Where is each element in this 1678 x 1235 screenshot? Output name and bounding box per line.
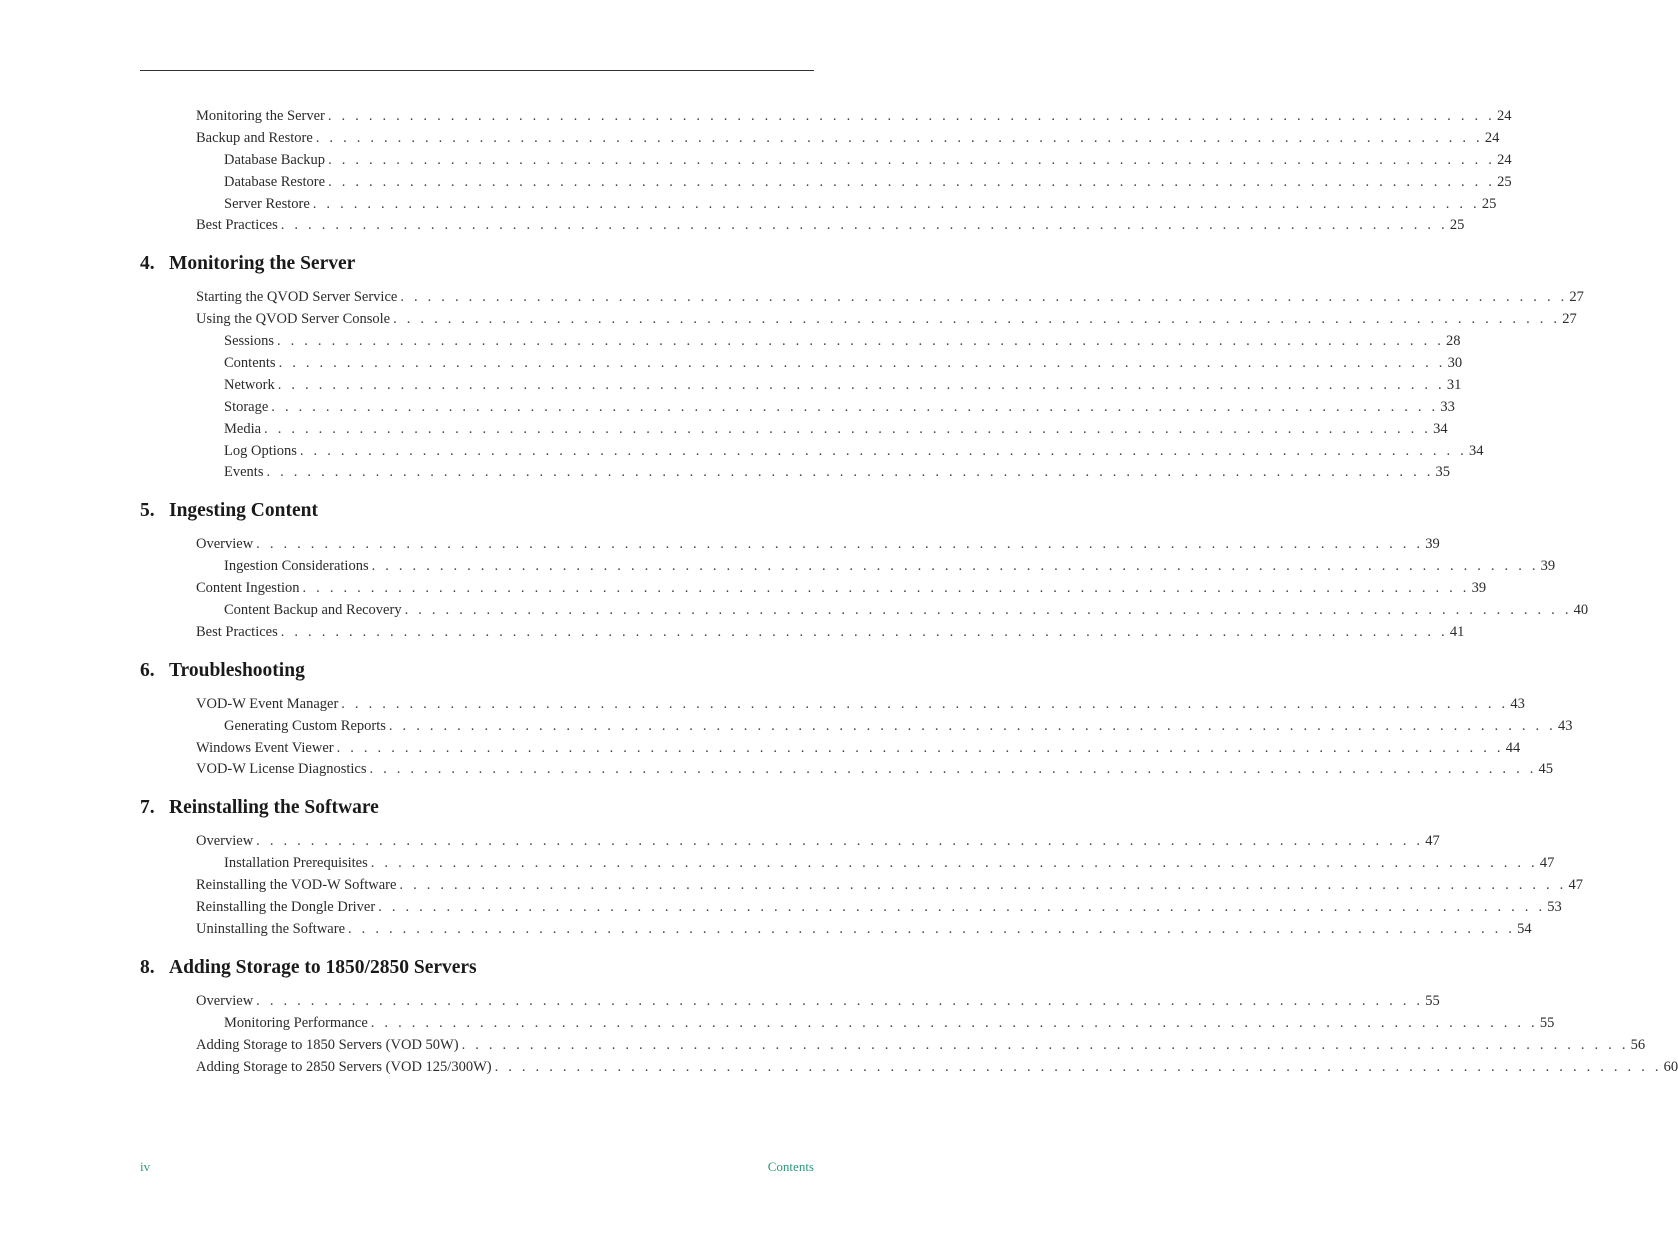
chapter-title: Monitoring the Server <box>169 253 356 275</box>
toc-leader-dots: . . . . . . . . . . . . . . . . . . . . . . . . . . . . . . . . . . . . . . . . . . . . . . . . . . . . . . . . . . . . . . . . . . . . . . . . . . . . . . . . . . . . . . <box>371 558 1539 575</box>
table-of-contents <box>140 106 1678 1078</box>
toc-leader-dots: . . . . . . . . . . . . . . . . . . . . . . . . . . . . . . . . . . . . . . . . . . . . . . . . . . . . . . . . . . . . . . . . . . . . . . . . . . . . . . . . . . . . . . <box>404 602 1572 619</box>
toc-entry-title: VOD-W Event Manager <box>196 695 339 712</box>
toc-leader-dots: . . . . . . . . . . . . . . . . . . . . . . . . . . . . . . . . . . . . . . . . . . . . . . . . . . . . . . . . . . . . . . . . . . . . . . . . . . . . . . . . . . . . . . <box>264 420 1432 437</box>
toc-leader-dots: . . . . . . . . . . . . . . . . . . . . . . . . . . . . . . . . . . . . . . . . . . . . . . . . . . . . . . . . . . . . . . . . . . . . . . . . . . . . . . . . . . . . . . <box>378 899 1546 916</box>
chapter-number: 4. <box>140 253 155 275</box>
toc-page-number: 24 <box>1497 151 1512 168</box>
toc-entry[interactable] <box>140 375 1462 397</box>
toc-leader-dots: . . . . . . . . . . . . . . . . . . . . . . . . . . . . . . . . . . . . . . . . . . . . . . . . . . . . . . . . . . . . . . . . . . . . . . . . . . . . . . . . . . . . . . <box>256 833 1424 850</box>
page-footer <box>140 1159 814 1175</box>
footer-section-label: Contents <box>767 1159 814 1174</box>
toc-page-number: 40 <box>1573 602 1589 619</box>
chapter-heading[interactable] <box>140 654 814 688</box>
toc-entry[interactable] <box>140 309 1577 331</box>
chapter-heading[interactable] <box>140 247 814 281</box>
toc-leader-dots: . . . . . . . . . . . . . . . . . . . . . . . . . . . . . . . . . . . . . . . . . . . . . . . . . . . . . . . . . . . . . . . . . . . . . . . . . . . . . . . . . . . . . . <box>341 695 1509 712</box>
chapter-title: Ingesting Content <box>169 500 318 522</box>
toc-leader-dots: . . . . . . . . . . . . . . . . . . . . . . . . . . . . . . . . . . . . . . . . . . . . . . . . . . . . . . . . . . . . . . . . . . . . . . . . . . . . . . . . . . . . . . <box>278 355 1446 372</box>
toc-chapter-section <box>140 791 1583 940</box>
toc-entry[interactable] <box>140 556 1556 578</box>
toc-leader-dots: . . . . . . . . . . . . . . . . . . . . . . . . . . . . . . . . . . . . . . . . . . . . . . . . . . . . . . . . . . . . . . . . . . . . . . . . . . . . . . . . . . . . . . <box>393 311 1561 328</box>
toc-entry[interactable] <box>140 694 1525 716</box>
chapter-number: 7. <box>140 797 155 819</box>
toc-chapter-section <box>140 654 1573 782</box>
toc-page-number: 25 <box>1449 217 1465 234</box>
toc-entry[interactable] <box>140 106 1512 128</box>
toc-entry[interactable] <box>140 287 1584 309</box>
toc-entry[interactable] <box>140 397 1455 419</box>
toc-entry[interactable] <box>140 875 1583 897</box>
chapter-heading[interactable] <box>140 951 814 985</box>
toc-page-number: 24 <box>1496 108 1512 124</box>
toc-leader-dots: . . . . . . . . . . . . . . . . . . . . . . . . . . . . . . . . . . . . . . . . . . . . . . . . . . . . . . . . . . . . . . . . . . . . . . . . . . . . . . . . . . . . . . <box>328 151 1496 168</box>
toc-entry[interactable] <box>140 1035 1646 1057</box>
toc-leader-dots: . . . . . . . . . . . . . . . . . . . . . . . . . . . . . . . . . . . . . . . . . . . . . . . . . . . . . . . . . . . . . . . . . . . . . . . . . . . . . . . . . . . . . . <box>276 333 1445 350</box>
toc-leader-dots: . . . . . . . . . . . . . . . . . . . . . . . . . . . . . . . . . . . . . . . . . . . . . . . . . . . . . . . . . . . . . . . . . . . . . . . . . . . . . . . . . . . . . . <box>256 536 1424 553</box>
toc-page-number: 47 <box>1568 877 1583 894</box>
toc-prelude <box>140 106 1512 237</box>
toc-page-number: 47 <box>1539 855 1555 872</box>
toc-page-number: 56 <box>1630 1036 1646 1053</box>
toc-entry-title: Installation Prerequisites <box>224 855 368 872</box>
toc-entry-title: Uninstalling the Software <box>196 920 346 937</box>
toc-page-number: 43 <box>1557 717 1573 734</box>
toc-entry[interactable] <box>140 831 1440 853</box>
toc-entry-title: Content Ingestion <box>196 580 300 597</box>
toc-entry[interactable] <box>140 716 1573 738</box>
toc-entry-title: Ingestion Considerations <box>224 558 369 575</box>
toc-page-number: 30 <box>1447 355 1463 372</box>
toc-leader-dots: . . . . . . . . . . . . . . . . . . . . . . . . . . . . . . . . . . . . . . . . . . . . . . . . . . . . . . . . . . . . . . . . . . . . . . . . . . . . . . . . . . . . . . <box>299 442 1467 459</box>
toc-entry-title: Using the QVOD Server Console <box>196 311 391 328</box>
toc-entry[interactable] <box>140 578 1487 600</box>
toc-entry[interactable] <box>140 991 1440 1013</box>
toc-entry[interactable] <box>140 738 1521 760</box>
toc-entry-title: Adding Storage to 1850 Servers (VOD 50W) <box>196 1036 459 1053</box>
toc-page-number: 44 <box>1505 739 1521 756</box>
toc-entry[interactable] <box>140 441 1484 463</box>
toc-page-number: 33 <box>1440 398 1455 415</box>
toc-entry-title: Reinstalling the Dongle Driver <box>196 899 376 916</box>
toc-entry-title: Contents <box>224 355 276 372</box>
toc-leader-dots: . . . . . . . . . . . . . . . . . . . . . . . . . . . . . . . . . . . . . . . . . . . . . . . . . . . . . . . . . . . . . . . . . . . . . . . . . . . . . . . . . . . . . . <box>266 464 1434 481</box>
toc-page-number: 45 <box>1538 761 1554 778</box>
toc-leader-dots: . . . . . . . . . . . . . . . . . . . . . . . . . . . . . . . . . . . . . . . . . . . . . . . . . . . . . . . . . . . . . . . . . . . . . . . . . . . . . . . . . . . . . . <box>315 129 1483 146</box>
toc-entry[interactable] <box>140 194 1497 216</box>
toc-entry-title: Starting the QVOD Server Service <box>196 289 398 306</box>
toc-entry[interactable] <box>140 353 1463 375</box>
toc-leader-dots: . . . . . . . . . . . . . . . . . . . . . . . . . . . . . . . . . . . . . . . . . . . . . . . . . . . . . . . . . . . . . . . . . . . . . . . . . . . . . . . . . . . . . . <box>312 195 1480 212</box>
toc-entry-title: Log Options <box>224 442 297 459</box>
toc-page-number: 39 <box>1425 536 1440 553</box>
toc-entry-title: Overview <box>196 992 254 1009</box>
toc-entry[interactable] <box>140 1013 1555 1035</box>
chapter-number: 6. <box>140 659 155 681</box>
toc-page-number: 60 <box>1663 1058 1678 1075</box>
toc-leader-dots: . . . . . . . . . . . . . . . . . . . . . . . . . . . . . . . . . . . . . . . . . . . . . . . . . . . . . . . . . . . . . . . . . . . . . . . . . . . . . . . . . . . . . . <box>271 398 1439 415</box>
toc-page-number: 41 <box>1449 623 1465 640</box>
chapter-title: Troubleshooting <box>169 659 305 681</box>
toc-page-number: 25 <box>1497 173 1512 190</box>
toc-entry[interactable] <box>140 419 1448 441</box>
toc-page-number: 34 <box>1433 420 1448 437</box>
toc-leader-dots: . . . . . . . . . . . . . . . . . . . . . . . . . . . . . . . . . . . . . . . . . . . . . . . . . . . . . . . . . . . . . . . . . . . . . . . . . . . . . . . . . . . . . . <box>348 920 1516 937</box>
toc-page-number: 43 <box>1510 695 1525 712</box>
toc-entry[interactable] <box>140 215 1465 237</box>
toc-entry-title: Adding Storage to 2850 Servers (VOD 125/300W) <box>196 1058 492 1075</box>
chapter-title: Adding Storage to 1850/2850 Servers <box>169 956 477 978</box>
toc-page-number: 27 <box>1562 311 1577 328</box>
toc-leader-dots: . . . . . . . . . . . . . . . . . . . . . . . . . . . . . . . . . . . . . . . . . . . . . . . . . . . . . . . . . . . . . . . . . . . . . . . . . . . . . . . . . . . . . . <box>280 623 1448 640</box>
toc-entry-title: Monitoring Performance <box>224 1014 368 1031</box>
toc-page-number: 55 <box>1539 1014 1555 1031</box>
toc-entry[interactable] <box>140 462 1451 484</box>
toc-entry-title: Generating Custom Reports <box>224 717 386 734</box>
toc-leader-dots: . . . . . . . . . . . . . . . . . . . . . . . . . . . . . . . . . . . . . . . . . . . . . . . . . . . . . . . . . . . . . . . . . . . . . . . . . . . . . . . . . . . . . . <box>277 376 1445 393</box>
toc-page-number: 54 <box>1517 920 1532 937</box>
toc-leader-dots: . . . . . . . . . . . . . . . . . . . . . . . . . . . . . . . . . . . . . . . . . . . . . . . . . . . . . . . . . . . . . . . . . . . . . . . . . . . . . . . . . . . . . . <box>328 173 1496 190</box>
toc-page-number: 24 <box>1484 129 1500 146</box>
chapter-heading[interactable] <box>140 791 814 825</box>
toc-leader-dots: . . . . . . . . . . . . . . . . . . . . . . . . . . . . . . . . . . . . . . . . . . . . . . . . . . . . . . . . . . . . . . . . . . . . . . . . . . . . . . . . . . . . . . <box>370 855 1538 872</box>
toc-entry[interactable] <box>140 534 1440 556</box>
toc-entry-title: Content Backup and Recovery <box>224 602 402 619</box>
toc-page-number: 39 <box>1540 558 1556 575</box>
chapter-number: 5. <box>140 500 155 522</box>
toc-page-number: 47 <box>1425 833 1440 850</box>
toc-entry-title: Reinstalling the VOD-W Software <box>196 877 397 894</box>
toc-leader-dots: . . . . . . . . . . . . . . . . . . . . . . . . . . . . . . . . . . . . . . . . . . . . . . . . . . . . . . . . . . . . . . . . . . . . . . . . . . . . . . . . . . . . . . <box>388 717 1556 734</box>
toc-entry-title: Best Practices <box>196 217 278 234</box>
toc-entry-title: Media <box>224 420 262 437</box>
toc-page-number: 35 <box>1435 464 1451 481</box>
toc-entry[interactable] <box>140 759 1554 781</box>
toc-leader-dots: . . . . . . . . . . . . . . . . . . . . . . . . . . . . . . . . . . . . . . . . . . . . . . . . . . . . . . . . . . . . . . . . . . . . . . . . . . . . . . . . . . . . . . <box>302 580 1470 597</box>
toc-entry-title: Database Backup <box>224 151 326 168</box>
toc-entry-title: Best Practices <box>196 623 278 640</box>
footer-page-number: iv <box>140 1159 151 1174</box>
toc-entry[interactable] <box>140 622 1465 644</box>
toc-page-number: 27 <box>1569 289 1584 306</box>
toc-entry-title: Overview <box>196 833 254 850</box>
chapter-number: 8. <box>140 956 155 978</box>
toc-leader-dots: . . . . . . . . . . . . . . . . . . . . . . . . . . . . . . . . . . . . . . . . . . . . . . . . . . . . . . . . . . . . . . . . . . . . . . . . . . . . . . . . . . . . . . <box>400 289 1568 306</box>
toc-chapter-section <box>140 494 1589 643</box>
toc-entry-title: Events <box>224 464 264 481</box>
toc-entry[interactable] <box>140 172 1512 194</box>
toc-entry-title: Database Restore <box>224 173 326 190</box>
toc-entry[interactable] <box>140 150 1512 172</box>
toc-page-number: 25 <box>1481 195 1497 212</box>
toc-entry[interactable] <box>140 853 1555 875</box>
toc-chapter-section <box>140 951 1678 1079</box>
toc-entry[interactable] <box>140 600 1589 622</box>
toc-leader-dots: . . . . . . . . . . . . . . . . . . . . . . . . . . . . . . . . . . . . . . . . . . . . . . . . . . . . . . . . . . . . . . . . . . . . . . . . . . . . . . . . . . . . . . <box>256 992 1424 1009</box>
toc-entry-title: Backup and Restore <box>196 129 313 146</box>
toc-entry[interactable] <box>140 897 1562 919</box>
toc-entry-title: Network <box>224 376 275 393</box>
toc-page-number: 31 <box>1446 376 1462 393</box>
toc-entry[interactable] <box>140 331 1461 353</box>
toc-leader-dots: . . . . . . . . . . . . . . . . . . . . . . . . . . . . . . . . . . . . . . . . . . . . . . . . . . . . . . . . . . . . . . . . . . . . . . . . . . . . . . . . . . . . . . <box>336 739 1504 756</box>
toc-entry-title: Windows Event Viewer <box>196 739 334 756</box>
toc-leader-dots: . . . . . . . . . . . . . . . . . . . . . . . . . . . . . . . . . . . . . . . . . . . . . . . . . . . . . . . . . . . . . . . . . . . . . . . . . . . . . . . . . . . . . . <box>494 1058 1662 1075</box>
toc-entry[interactable] <box>140 1057 1678 1079</box>
header-rule <box>140 70 814 71</box>
toc-page-number: 55 <box>1425 992 1440 1009</box>
toc-entry[interactable] <box>140 128 1500 150</box>
toc-entry-title: Monitoring the Server <box>196 108 325 124</box>
toc-entry-title: Sessions <box>224 333 274 350</box>
toc-entry-title: Overview <box>196 536 254 553</box>
toc-entry-title: VOD-W License Diagnostics <box>196 761 367 778</box>
toc-leader-dots: . . . . . . . . . . . . . . . . . . . . . . . . . . . . . . . . . . . . . . . . . . . . . . . . . . . . . . . . . . . . . . . . . . . . . . . . . . . . . . . . . . . . . . <box>327 108 1495 124</box>
chapter-heading[interactable] <box>140 494 814 528</box>
toc-leader-dots: . . . . . . . . . . . . . . . . . . . . . . . . . . . . . . . . . . . . . . . . . . . . . . . . . . . . . . . . . . . . . . . . . . . . . . . . . . . . . . . . . . . . . . <box>280 217 1448 234</box>
toc-leader-dots: . . . . . . . . . . . . . . . . . . . . . . . . . . . . . . . . . . . . . . . . . . . . . . . . . . . . . . . . . . . . . . . . . . . . . . . . . . . . . . . . . . . . . . <box>369 761 1537 778</box>
toc-leader-dots: . . . . . . . . . . . . . . . . . . . . . . . . . . . . . . . . . . . . . . . . . . . . . . . . . . . . . . . . . . . . . . . . . . . . . . . . . . . . . . . . . . . . . . <box>399 877 1567 894</box>
toc-page-number: 28 <box>1446 333 1461 350</box>
toc-chapter-section <box>140 247 1584 484</box>
toc-page-number: 53 <box>1547 899 1562 916</box>
toc-entry-title: Server Restore <box>224 195 310 212</box>
toc-entry-title: Storage <box>224 398 269 415</box>
toc-page-number: 34 <box>1468 442 1484 459</box>
toc-entry[interactable] <box>140 919 1532 941</box>
toc-leader-dots: . . . . . . . . . . . . . . . . . . . . . . . . . . . . . . . . . . . . . . . . . . . . . . . . . . . . . . . . . . . . . . . . . . . . . . . . . . . . . . . . . . . . . . <box>370 1014 1538 1031</box>
toc-page-number: 39 <box>1471 580 1487 597</box>
toc-leader-dots: . . . . . . . . . . . . . . . . . . . . . . . . . . . . . . . . . . . . . . . . . . . . . . . . . . . . . . . . . . . . . . . . . . . . . . . . . . . . . . . . . . . . . . <box>461 1036 1629 1053</box>
chapter-title: Reinstalling the Software <box>169 797 379 819</box>
